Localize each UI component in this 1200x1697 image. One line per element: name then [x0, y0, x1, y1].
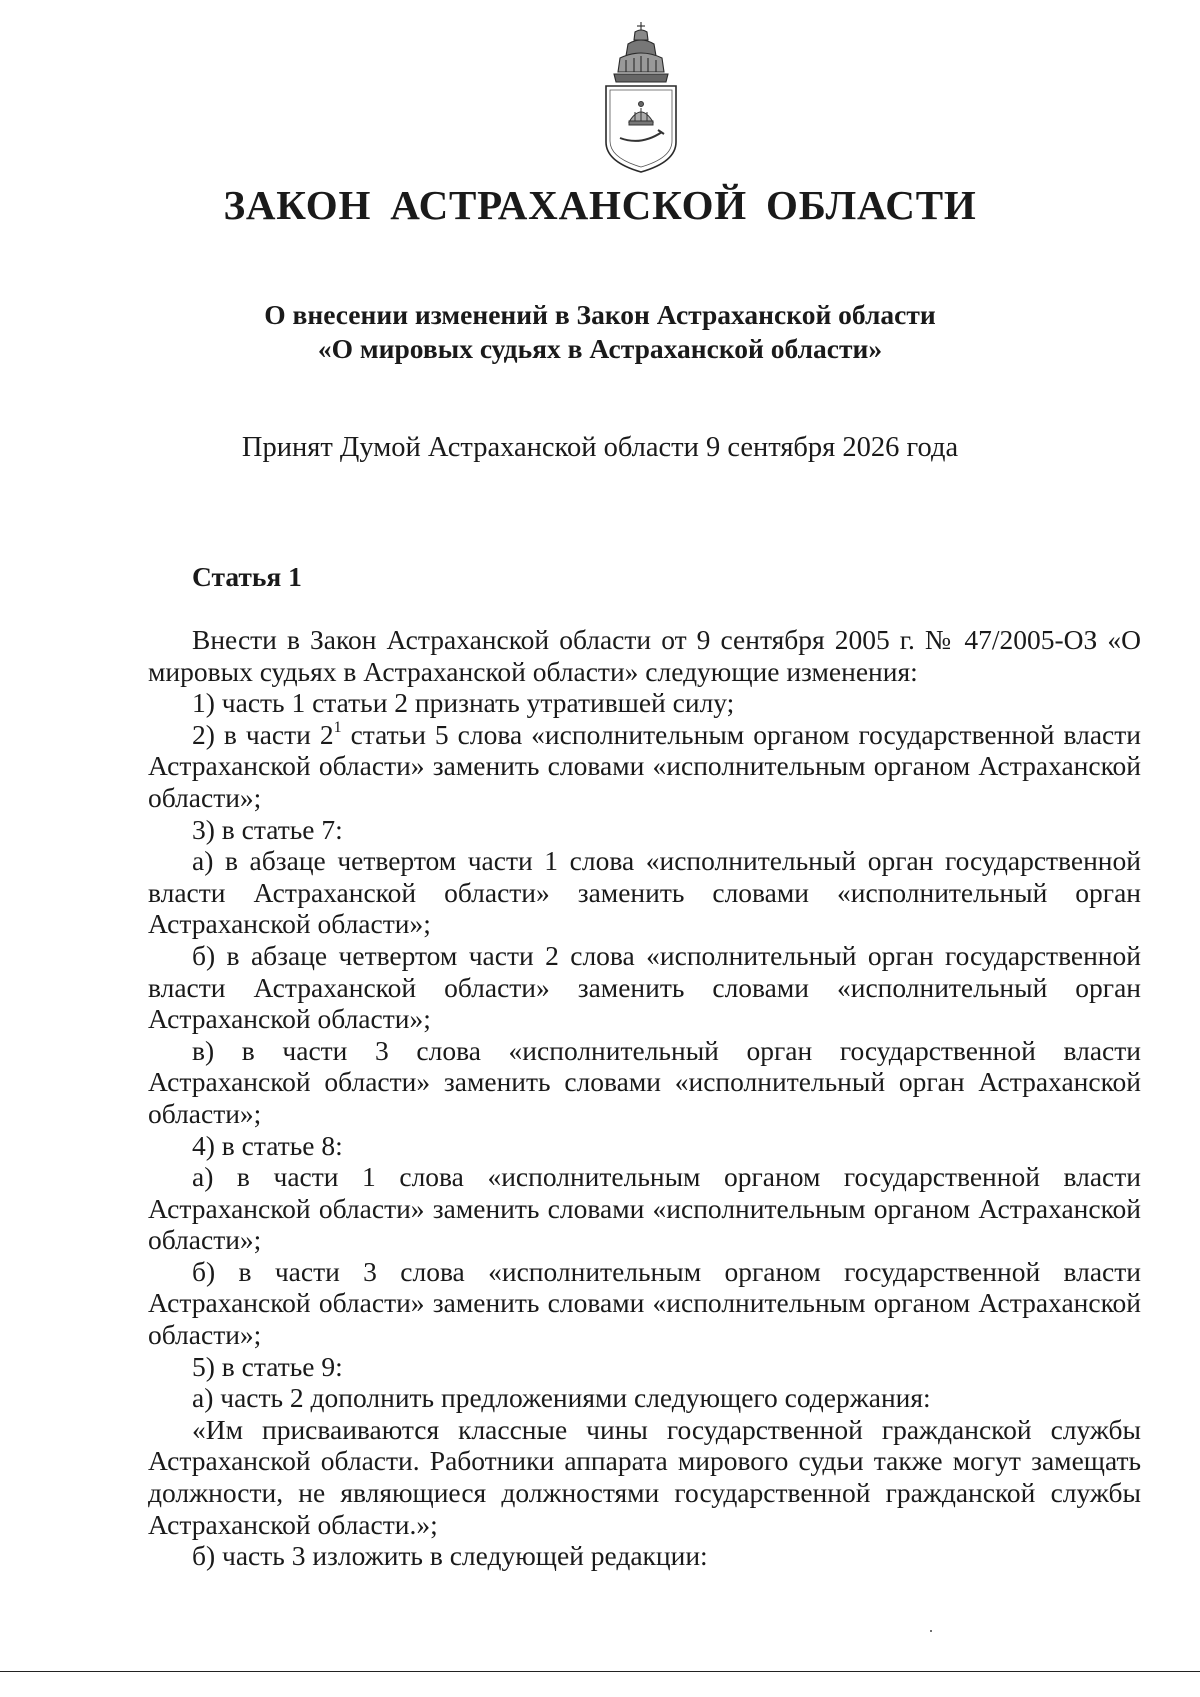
article-body — [148, 624, 1141, 1572]
superscript-index: 1 — [333, 718, 342, 736]
article-paragraph — [148, 719, 1141, 814]
astrakhan-coat-of-arms-icon — [596, 20, 686, 176]
law-title: ЗАКОН АСТРАХАНСКОЙ ОБЛАСТИ — [223, 182, 977, 228]
paragraph-text: статьи 5 слова «исполнительным органом государственной власти Астраханской области» заменить словами «исполнительным органом Астраханской области»; — [148, 718, 1141, 813]
article-paragraph: Внести в Закон Астраханской области от 9 сентября 2005 г. № 47/2005-ОЗ «О мировых судьях в Астраханской области» следующие изменения: — [148, 624, 1141, 687]
article-paragraph: а) часть 2 дополнить предложениями следующего содержания: — [192, 1382, 931, 1414]
law-subtitle-line-2: «О мировых судьях в Астраханской области» — [317, 333, 883, 364]
article-paragraph: «Им присваиваются классные чины государственной гражданской службы Астраханской области. Работники аппарата мирового судьи также могут замещать должности, не являющиеся должностями государственной гражданской службы Астраханской области.»; — [148, 1413, 1141, 1540]
article-paragraph: б) в абзаце четвертом части 2 слова «исполнительный орган государственной власти Астраханской области» заменить словами «исполнительный орган Астраханской области»; — [148, 939, 1141, 1035]
article-heading: Статья 1 — [192, 561, 302, 592]
article-paragraph: 1) часть 1 статьи 2 признать утратившей силу; — [192, 687, 735, 719]
article-paragraph: а) в части 1 слова «исполнительным органом государственной власти Астраханской области» заменить словами «исполнительным органом Астраханской области»; — [148, 1161, 1141, 1256]
page-bottom-rule — [0, 1671, 1200, 1672]
article-paragraph: б) в части 3 слова «исполнительным органом государственной власти Астраханской области» заменить словами «исполнительным органом Астраханской области»; — [148, 1255, 1141, 1351]
article-paragraph: а) в абзаце четвертом части 1 слова «исполнительный орган государственной власти Астраханской области» заменить словами «исполнительный орган Астраханской области»; — [148, 845, 1141, 940]
article-paragraph: 3) в статье 7: — [192, 813, 343, 845]
law-subtitle-line-1: О внесении изменений в Закон Астраханской области — [264, 299, 936, 330]
article-paragraph: в) в части 3 слова «исполнительный орган государственной власти Астраханской области» заменить словами «исполнительный орган Астраханской области»; — [148, 1034, 1141, 1129]
article-paragraph: 4) в статье 8: — [192, 1129, 343, 1161]
scan-speck — [930, 1630, 932, 1632]
adoption-note: Принят Думой Астраханской области 9 сентября 2026 года — [241, 432, 959, 463]
law-subtitle — [0, 298, 1200, 366]
article-paragraph: б) часть 3 изложить в следующей редакции: — [192, 1540, 708, 1572]
paragraph-text: 2) в части 2 — [192, 718, 334, 750]
article-paragraph: 5) в статье 9: — [192, 1350, 343, 1382]
